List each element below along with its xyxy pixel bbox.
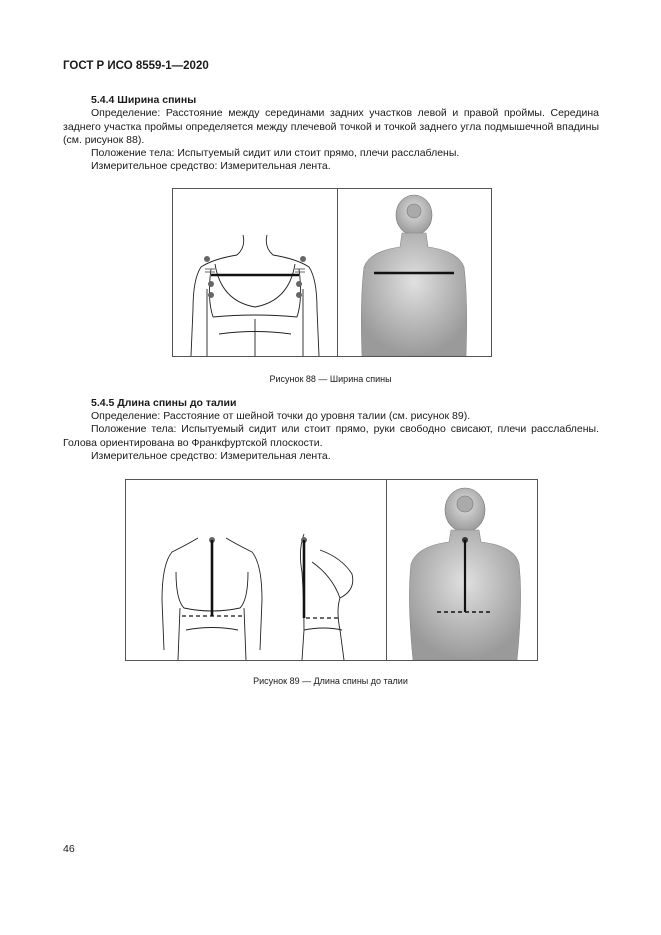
definition-paragraph: Определение: Расстояние между серединами задних участков левой и правой проймы. Середина заднего участка проймы определяется между плечевой точкой и точкой заднего угла подмышечной впадины (см. рисунок 88). [63,107,599,146]
back-length-3d-scan [387,480,537,660]
posture-paragraph: Положение тела: Испытуемый сидит или стоит прямо, руки свободно свисают, плечи расслаблены. Голова ориентирована во Франкфуртской плоскости. [63,423,599,449]
section-title-back-length: 5.4.5 Длина спины до талии [91,397,237,409]
page-number: 46 [63,843,75,855]
instrument-text-2: Измерительное средство: Измерительная лента. [91,450,331,462]
posture-text: Положение тела: Испытуемый сидит или стоит прямо, плечи расслаблены. [91,147,460,159]
document-header: ГОСТ Р ИСО 8559-1—2020 [63,60,209,72]
back-width-line-drawing [173,189,337,356]
back-width-3d-scan [338,189,491,356]
definition-text: Определение: Расстояние от шейной точки до уровня талии (см. рисунок 89). [91,410,471,422]
figure-89 [125,479,538,661]
figure-88 [172,188,492,357]
figure-89-caption: Рисунок 89 — Длина спины до талии [253,676,408,686]
back-length-line-drawings [126,480,386,660]
instrument-text: Измерительное средство: Измерительная лента. [91,160,331,172]
figure-88-caption: Рисунок 88 — Ширина спины [269,374,392,384]
section-title-back-width: 5.4.4 Ширина спины [91,94,197,106]
